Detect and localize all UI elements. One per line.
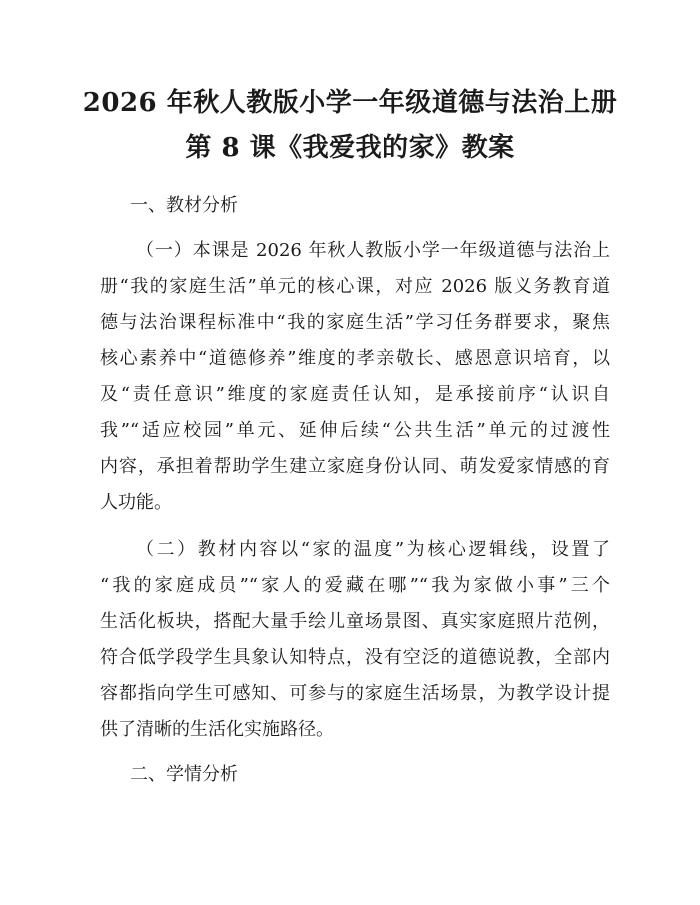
paragraph-line: 生活化板块，搭配大量手绘儿童场景图、真实家庭照片范例， xyxy=(100,611,610,632)
paragraph-line: 内容，承担着帮助学生建立家庭身份认同、萌发爱家情感的育 xyxy=(100,456,610,477)
paragraph-line: （一）本课是 2026 年秋人教版小学一年级道德与法治上 xyxy=(136,240,610,261)
paragraph-line: （二）教材内容以“家的温度”为核心逻辑线，设置了 xyxy=(136,539,610,560)
paragraph-line: 核心素养中“道德修养”维度的孝亲敬长、感恩意识培育，以 xyxy=(100,348,610,369)
section-heading-textbook-analysis: 一、教材分析 xyxy=(130,195,238,216)
paragraph-line: 册“我的家庭生活”单元的核心课，对应 2026 版义务教育道 xyxy=(100,276,610,297)
paragraph-line: 德与法治课程标准中“我的家庭生活”学习任务群要求，聚焦 xyxy=(100,312,610,333)
document-title-line-2: 第 8 课《我爱我的家》教案 xyxy=(185,133,515,163)
paragraph-line: 人功能。 xyxy=(100,492,172,513)
paragraph-2 xyxy=(100,532,610,748)
document-title-line-1: 2026 年秋人教版小学一年级道德与法治上册 xyxy=(82,88,618,118)
paragraph-line: 供了清晰的生活化实施路径。 xyxy=(100,719,334,740)
section-heading-learner-analysis: 二、学情分析 xyxy=(130,764,238,785)
paragraph-line: 容都指向学生可感知、可参与的家庭生活场景，为教学设计提 xyxy=(100,683,610,704)
paragraph-line: “我的家庭成员”“家人的爱藏在哪”“我为家做小事”三个 xyxy=(100,575,610,596)
paragraph-line: 符合低学段学生具象认知特点，没有空泛的道德说教，全部内 xyxy=(100,647,610,668)
paragraph-line: 我”“适应校园”单元、延伸后续“公共生活”单元的过渡性 xyxy=(100,420,610,441)
paragraph-1 xyxy=(100,233,610,521)
paragraph-line: 及“责任意识”维度的家庭责任认知，是承接前序“认识自 xyxy=(100,384,610,405)
